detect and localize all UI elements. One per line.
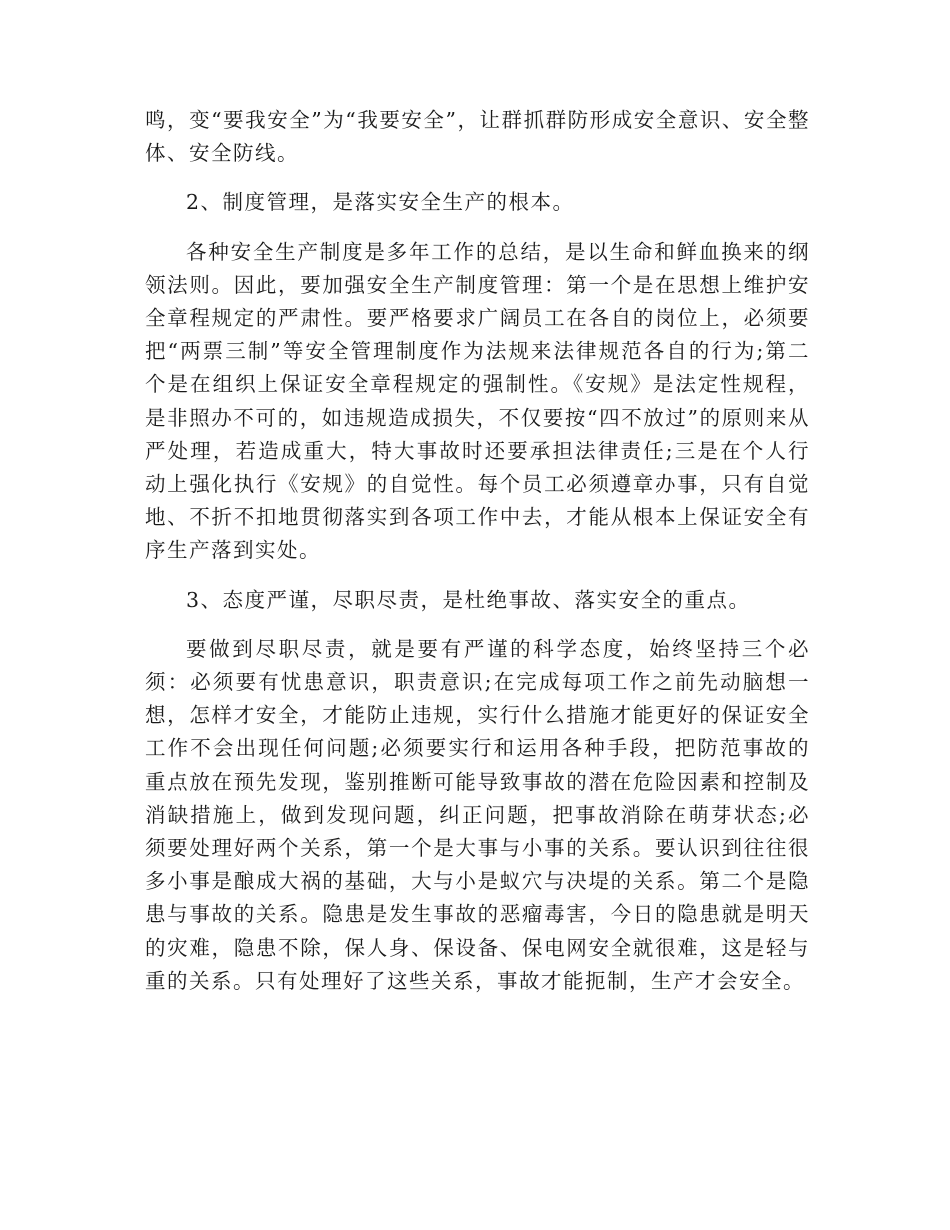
paragraph-institution-management: 各种安全生产制度是多年工作的总结，是以生命和鲜血换来的纲领法则。因此，要加强安全生产制度管理：第一个是在思想上维护安全章程规定的严肃性。要严格要求广阔员工在各自的岗位上，必须要把“两票三制”等安全管理制度作为法规来法律规范各自的行为;第二个是在组织上保证安全章程规定的强制性。《安规》是法定性规程，是非照办不可的，如违规造成损失，不仅要按“四不放过”的原则来从严处理，若造成重大，特大事故时还要承担法律责任;三是在个人行动上强化执行《安规》的自觉性。每个员工必须遵章办事，只有自觉地、不折不扣地贯彻落实到各项工作中去，才能从根本上保证安全有序生产落到实处。 <box>145 239 810 563</box>
section-heading-institution-management: 2、制度管理，是落实安全生产的根本。 <box>186 190 575 215</box>
document-body <box>145 104 810 1014</box>
paragraph-rigorous-attitude: 要做到尽职尽责，就是要有严谨的科学态度，始终坚持三个必须：必须要有忧患意识，职责意识;在完成每项工作之前先动脑想一想，怎样才安全，才能防止违规，实行什么措施才能更好的保证安全工作不会出现任何问题;必须要实行和运用各种手段，把防范事故的重点放在预先发现，鉴别推断可能导致事故的潜在危险因素和控制及消缺措施上，做到发现问题，纠正问题，把事故消除在萌芽状态;必须要处理好两个关系，第一个是大事与小事的关系。要认识到往往很多小事是酿成大祸的基础，大与小是蚁穴与决堤的关系。第二个是隐患与事故的关系。隐患是发生事故的恶瘤毒害，今日的隐患就是明天的灾难，隐患不除，保人身、保设备、保电网安全就很难，这是轻与重的关系。只有处理好了这些关系，事故才能扼制，生产才会安全。 <box>145 636 810 993</box>
paragraph-continuation: 鸣，变“要我安全”为“我要安全”，让群抓群防形成安全意识、安全整体、安全防线。 <box>145 108 810 166</box>
section-heading-rigorous-attitude: 3、态度严谨，尽职尽责，是杜绝事故、落实安全的重点。 <box>186 587 751 612</box>
